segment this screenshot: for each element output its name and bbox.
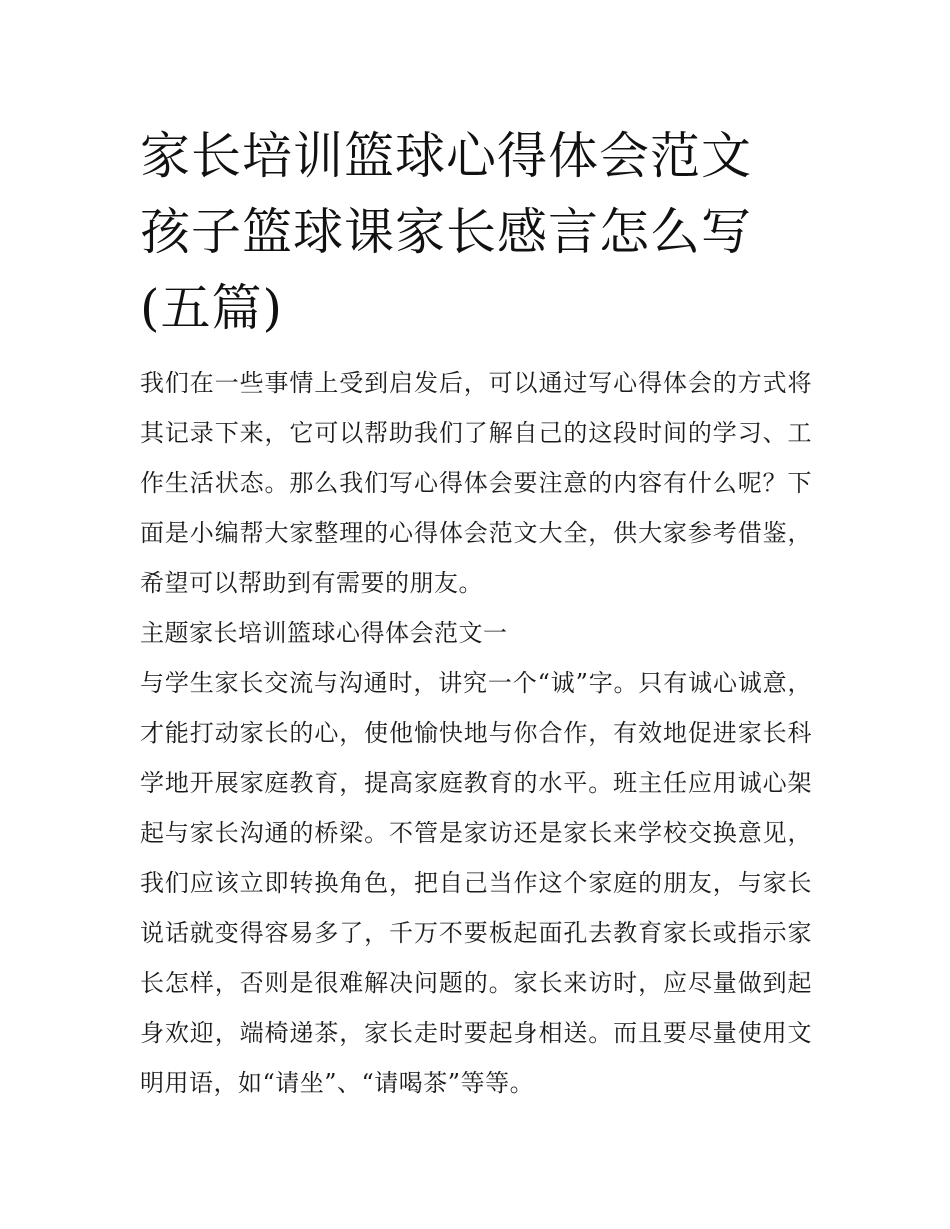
section-heading: 主题家长培训篮球心得体会范文一 [140, 619, 508, 647]
section-body-paragraph: 与学生家长交流与沟通时，讲究一个“诚”字。只有诚心诚意，才能打动家长的心，使他愉快地与你合作，有效地促进家长科学地开展家庭教育，提高家庭教育的水平。班主任应用诚心架起与家长沟通的桥梁。不管是家访还是家长来学校交换意见，我们应该立即转换角色，把自己当作这个家庭的朋友，与家长说话就变得容易多了，千万不要板起面孔去教育家长或指示家长怎样，否则是很难解决问题的。家长来访时，应尽量做到起身欢迎，端椅递茶，家长走时要起身相送。而且要尽量使用文明用语，如“请坐”、“请喝茶”等等。 [140, 669, 812, 1097]
intro-paragraph: 我们在一些事情上受到启发后，可以通过写心得体会的方式将其记录下来，它可以帮助我们了解自己的这段时间的学习、工作生活状态。那么我们写心得体会要注意的内容有什么呢？下面是小编帮大家整理的心得体会范文大全，供大家参考借鉴，希望可以帮助到有需要的朋友。 [140, 369, 812, 597]
document-page [140, 118, 812, 1108]
document-title: 家长培训篮球心得体会范文 孩子篮球课家长感言怎么写(五篇) [140, 127, 752, 337]
